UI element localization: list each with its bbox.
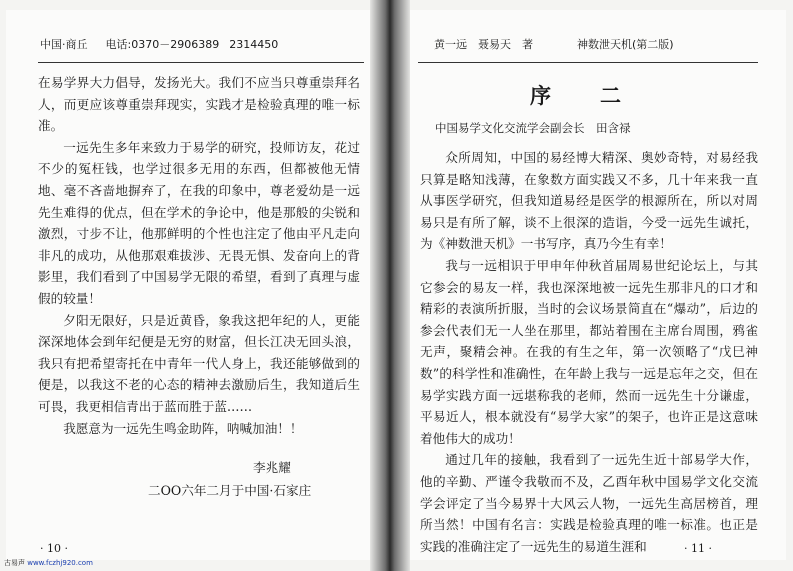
header-book-title: 神数泄天机(第二版)	[577, 38, 674, 51]
watermark	[4, 558, 93, 568]
right-body-text	[420, 147, 758, 557]
paragraph: 夕阳无限好，只是近黄昏，象我这把年纪的人，更能深深地体会到年纪便是无穷的财富，但长江决无回头浪，我只有把希望寄托在中青年一代人身上，我还能够做到的便是，以我这不老的心态的精神去激励后生，我知道后生可畏，我更相信青出于蓝而胜于蓝……	[38, 312, 360, 414]
paragraph: 我与一远相识于甲申年仲秋首届周易世纪论坛上，与其它参会的易友一样，我也深深地被一远先生那非凡的口才和精彩的表演所折服，当时的会议场景简直在“爆动”，后边的参会代表们无一人坐在那里，都站着围在主席台周围，鸦雀无声，聚精会神。在我的有生之年，第一次领略了“戊巳神数”的科学性和准确性，在年龄上我与一远是忘年之交，但在易学实践方面一远堪称我的老师，然而一远先生十分谦虚，平易近人，根本就没有“易学大家”的架子，也许正是这意味着他伟大的成功！	[420, 257, 758, 446]
header-authors: 黄一远 聂易天 著	[434, 38, 533, 51]
right-header-rule	[418, 62, 758, 63]
section-byline: 中国易学文化交流学会副会长 田含禄	[435, 121, 631, 135]
book-gutter	[370, 0, 410, 571]
paragraph: 我愿意为一远先生鸣金助阵，呐喊加油！！	[63, 420, 303, 436]
left-header-rule	[38, 62, 364, 63]
watermark-prefix: 古易声	[4, 559, 25, 567]
watermark-url: www.fczhj920.com	[27, 559, 93, 567]
paragraph: 众所周知，中国的易经博大精深、奥妙奇特，对易经我只算是略知浅薄，在象数方面实践又不多，几十年来我一直从事医学研究，但我知道易经是医学的根源所在，所以对周易只是有所了解，谈不上很深的造诣，今受一远先生诚托，为《神数泄天机》一书写序，真乃今生有幸！	[420, 150, 758, 252]
paragraph: 通过几年的接触，我看到了一远先生近十部易学大作，他的辛勤、严谨令我敬而不及，乙酉年秋中国易学文化交流学会评定了当今易界十大风云人物，一远先生高居榜首，理所当然！中国有名言：实践是检验真理的唯一标准。也正是实践的准确注定了一远先生的易道生涯和	[420, 452, 758, 554]
header-phone2: 2314450	[229, 38, 279, 51]
left-body-text	[38, 72, 360, 439]
header-phone: 电话:0370－2906389	[105, 38, 220, 51]
left-running-header	[40, 36, 278, 52]
left-page-number: · 10 ·	[40, 542, 68, 555]
paragraph: 在易学界大力倡导，发扬光大。我们不应当只尊重崇拜名人，而更应该尊重崇拜现实，实践才是检验真理的唯一标准。	[38, 75, 360, 134]
header-location: 中国·商丘	[40, 38, 88, 51]
right-page-number: · 11 ·	[684, 542, 712, 555]
paragraph: 一远先生多年来致力于易学的研究，投师访友，花过不少的冤枉钱，也学过很多无用的东西，但都被他无情地、毫不吝啬地摒弃了，在我的印象中，尊老爱幼是一远先生难得的优点，但在学术的争论中，他是那般的尖锐和激烈，寸步不让，他那鲜明的个性也注定了他由平凡走向非凡的成功，从他那艰难拔涉、无畏无惧、发奋向上的背影里，我们看到了中国易学无限的希望，看到了真理与虚假的较量！	[38, 139, 360, 306]
signature-date: 二OO六年二月于中国·石家庄	[148, 483, 312, 498]
signature-name: 李兆耀	[253, 460, 291, 475]
right-running-header	[434, 36, 674, 52]
section-title: 序 二	[530, 83, 635, 108]
